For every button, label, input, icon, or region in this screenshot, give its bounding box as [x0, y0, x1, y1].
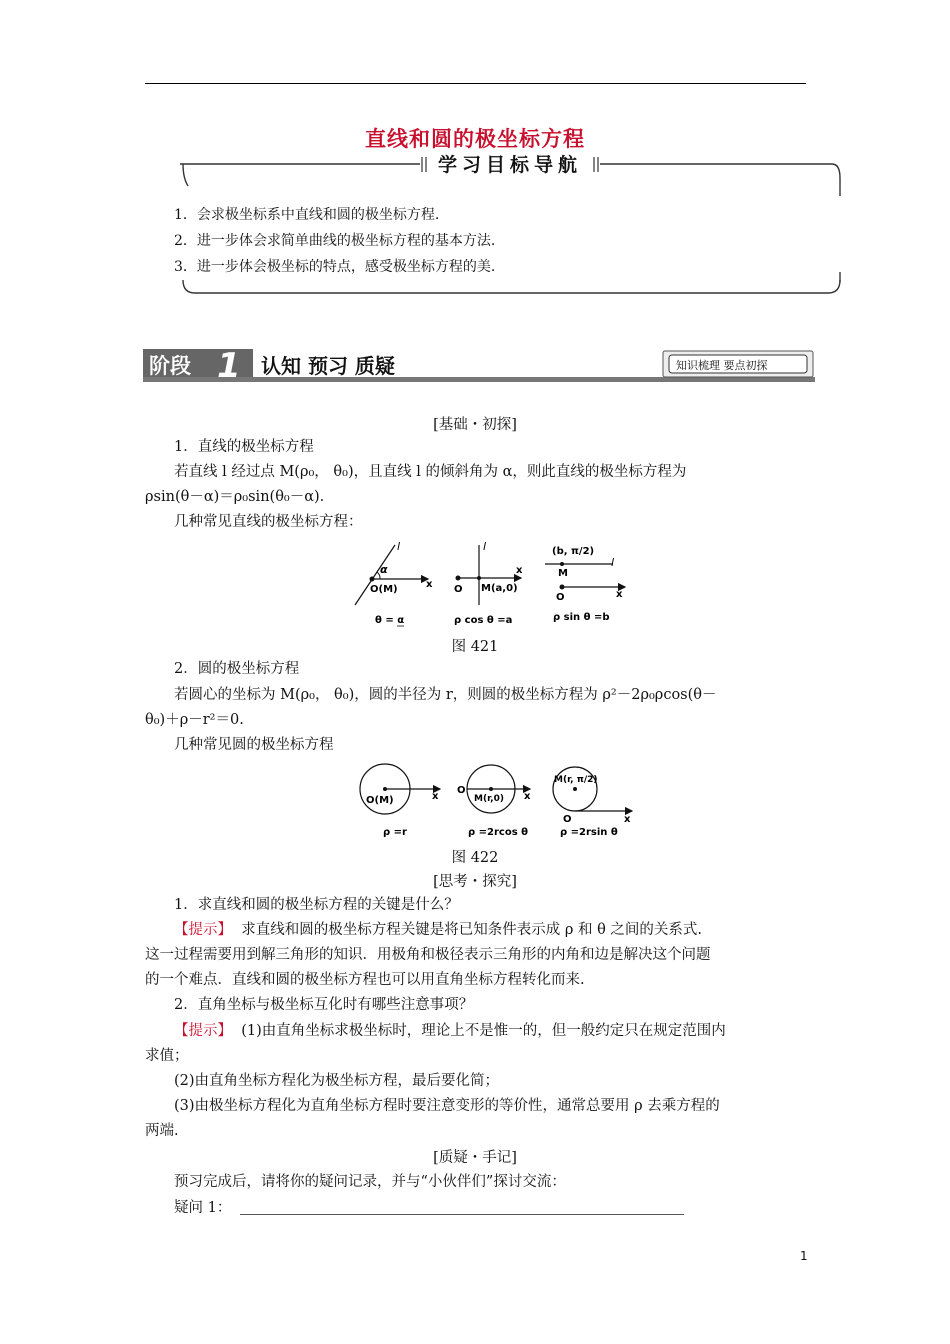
fig2-mr-label: M(r,0)	[474, 794, 504, 804]
tip-label: 【提示】	[174, 922, 232, 938]
fig1-l-label: l	[397, 540, 401, 553]
formula-line: ρsin(θ－α)＝ρ₀sin(θ₀－α).	[145, 489, 325, 505]
figure-caption: 图 422	[451, 850, 499, 866]
stage-bar	[143, 349, 815, 382]
answer-line: 求值；	[145, 1048, 189, 1064]
nav-heading: 学习目标导航	[437, 154, 582, 176]
page-number: 1	[800, 1249, 808, 1263]
paragraph: 若直线 l 经过点 M(ρ₀， θ₀)，且直线 l 的倾斜角为 α，则此直线的极坐标方程为	[174, 464, 687, 480]
answer-line	[174, 918, 702, 943]
section-heading-basics: [基础・初探]	[433, 417, 517, 433]
subheading-circle-eq: 2．圆的极坐标方程	[174, 661, 300, 677]
figure-422	[350, 757, 640, 842]
answer-line: 这一过程需要用到解三角形的知识．用极角和极径表示三角形的内角和边是解决这个问题	[145, 947, 711, 963]
figure-421	[340, 535, 640, 635]
question-label: 疑问 1：	[174, 1200, 232, 1216]
paragraph: 若圆心的坐标为 M(ρ₀， θ₀)，圆的半径为 r，则圆的极坐标方程为 ρ²－2ρ₀ρcos(θ－	[174, 687, 717, 703]
fig1-m-label: M	[558, 568, 568, 579]
fig2-x1-label: x	[432, 791, 439, 802]
fig2-eq1: ρ =r	[383, 827, 407, 838]
tip-label: 【提示】	[174, 1023, 232, 1039]
fig2-o2-label: O	[457, 785, 466, 796]
subheading-line-eq: 1．直线的极坐标方程	[174, 439, 314, 455]
fig1-ma-label: M(a,0)	[481, 583, 518, 594]
answer-line: (3)由极坐标方程化为直角坐标方程时要注意变形的等价性，通常总要用 ρ 去乘方程的	[174, 1098, 720, 1114]
paragraph: 几种常见直线的极坐标方程：	[174, 514, 363, 530]
fig2-x3-label: x	[624, 814, 631, 825]
question: 1．求直线和圆的极坐标方程的关键是什么？	[174, 897, 459, 913]
answer-line: (2)由直角坐标方程化为极坐标方程，最后要化简；	[174, 1073, 500, 1089]
answer-text: 求直线和圆的极坐标方程关键是将已知条件表示成 ρ 和 θ 之间的关系式.	[241, 922, 703, 938]
answer-line	[174, 1019, 726, 1044]
fig1-x-label: x	[426, 579, 433, 590]
goal-item: 3．进一步体会极坐标的特点，感受极坐标方程的美.	[174, 259, 496, 275]
fig1-x2-label: x	[516, 565, 523, 576]
goal-item: 2．进一步体会求简单曲线的极坐标方程的基本方法.	[174, 233, 496, 249]
fig2-eq3: ρ =2rsin θ	[560, 827, 618, 838]
section-heading-think: [思考・探究]	[433, 874, 517, 890]
question: 2．直角坐标与极坐标互化时有哪些注意事项？	[174, 997, 474, 1013]
fig2-eq2: ρ =2rcos θ	[468, 827, 529, 838]
fig1-eq3: ρ sin θ =b	[553, 612, 610, 623]
fig1-x3-label: x	[616, 589, 623, 600]
fig1-l2-label: l	[483, 540, 487, 553]
figure-caption: 图 421	[451, 639, 499, 655]
fig1-eq1: θ = α	[375, 615, 405, 626]
fig1-b-point-label: (b, π/2)	[552, 546, 595, 557]
fig2-o3-label: O	[563, 814, 572, 825]
answer-line: 两端.	[145, 1123, 179, 1139]
fig1-o2-label: O	[454, 584, 463, 595]
section-heading-notes: [质疑・手记]	[433, 1150, 517, 1166]
stage-label: 阶段	[149, 354, 191, 378]
fig1-origin-label: O(M)	[370, 584, 398, 595]
fig2-x2-label: x	[524, 791, 531, 802]
formula-line: θ₀)＋ρ－r²＝0.	[145, 712, 244, 728]
answer-blank-line[interactable]	[240, 1214, 684, 1215]
fig1-l3-label: l	[611, 556, 615, 569]
stage-number: 1	[217, 349, 241, 382]
fig2-mr2-label: M(r, π/2)	[554, 775, 598, 785]
answer-line: 的一个难点．直线和圆的极坐标方程也可以用直角坐标方程转化而来.	[145, 972, 585, 988]
stage-name: 认知 预习 质疑	[261, 354, 395, 378]
goal-item: 1．会求极坐标系中直线和圆的极坐标方程.	[174, 207, 440, 223]
fig1-eq2: ρ cos θ =a	[454, 615, 513, 626]
fig1-o3-label: O	[556, 592, 565, 603]
paragraph: 预习完成后，请将你的疑问记录，并与“小伙伴们”探讨交流：	[174, 1174, 566, 1190]
paragraph: 几种常见圆的极坐标方程	[174, 737, 334, 753]
header-rule	[145, 83, 806, 84]
page-title: 直线和圆的极坐标方程	[365, 127, 585, 151]
stage-tag: 知识梳理 要点初探	[676, 359, 768, 372]
fig2-om-label: O(M)	[366, 795, 394, 806]
fig1-alpha-label: α	[380, 563, 388, 576]
goals-list	[174, 202, 495, 280]
answer-text: (1)由直角坐标求极坐标时，理论上不是惟一的，但一般约定只在规定范围内	[241, 1023, 726, 1039]
